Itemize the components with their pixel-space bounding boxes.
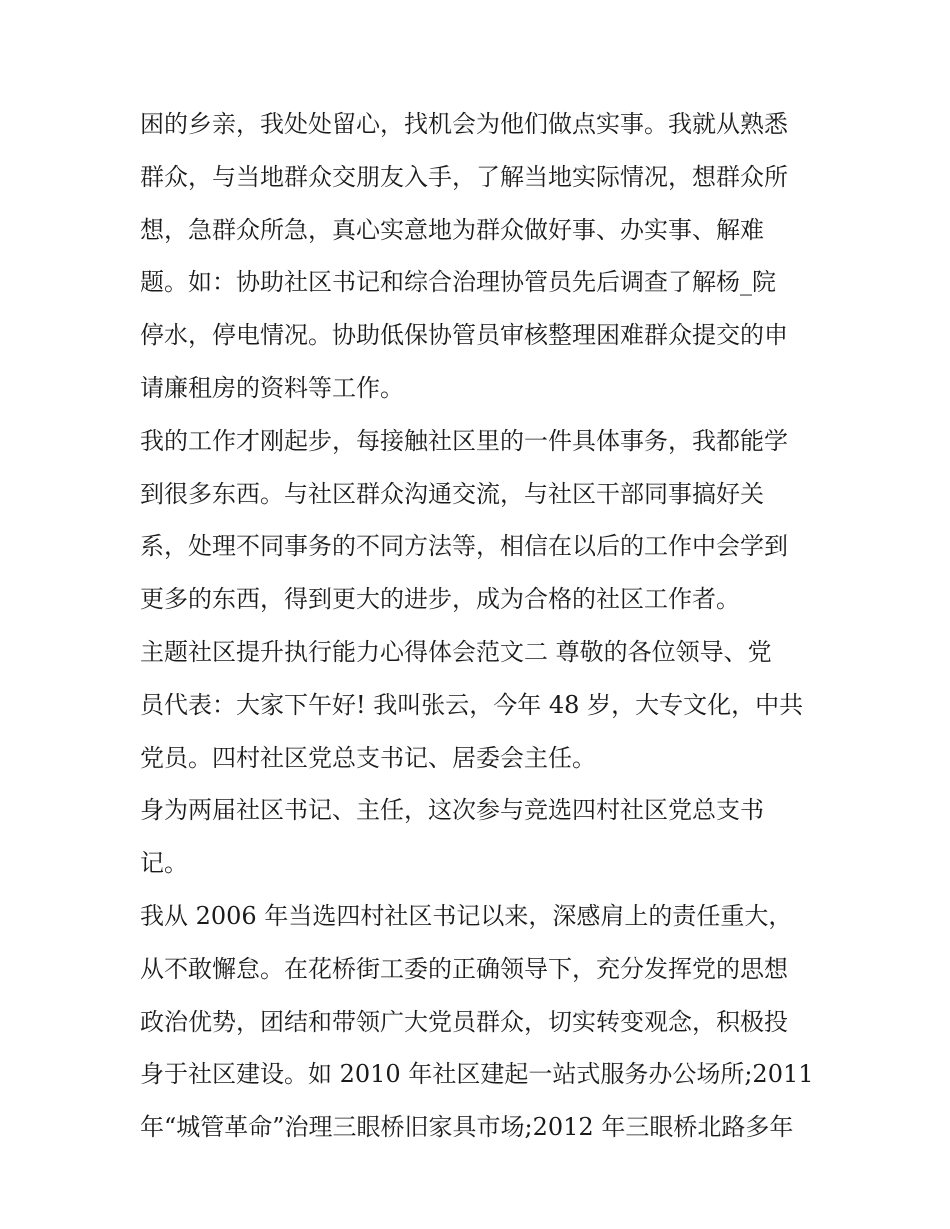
text-line-9: 系，处理不同事务的不同方法等，相信在以后的工作中会学到	[140, 532, 788, 561]
text-line-8: 到很多东西。与社区群众沟通交流，与社区干部同事搞好关	[140, 479, 764, 508]
text-line-6: 请廉租房的资料等工作。	[140, 373, 404, 402]
text-line-13: 党员。四村社区党总支书记、居委会主任。	[140, 743, 596, 772]
body-text	[140, 98, 820, 1154]
text-line-16: 我从 2006 年当选四村社区书记以来，深感肩上的责任重大，	[140, 901, 793, 930]
text-line-7: 我的工作才刚起步，每接触社区里的一件具体事务，我都能学	[140, 426, 788, 455]
text-line-17: 从不敢懈怠。在花桥街工委的正确领导下，充分发挥党的思想	[140, 954, 788, 983]
text-line-18: 政治优势，团结和带领广大党员群众，切实转变观念，积极投	[140, 1007, 788, 1036]
text-line-20: 年“城管革命”治理三眼桥旧家具市场;2012 年三眼桥北路多年	[140, 1113, 794, 1142]
text-line-19: 身于社区建设。如 2010 年社区建起一站式服务办公场所;2011	[140, 1060, 814, 1089]
text-line-1: 困的乡亲，我处处留心，找机会为他们做点实事。我就从熟悉	[140, 110, 788, 138]
text-line-11: 主题社区提升执行能力心得体会范文二 尊敬的各位领导、党	[140, 637, 772, 666]
text-line-12: 员代表：大家下午好! 我叫张云，今年 48 岁，大专文化，中共	[140, 690, 804, 719]
text-line-3: 想，急群众所急，真心实意地为群众做好事、办实事、解难	[140, 215, 764, 244]
text-line-10: 更多的东西，得到更大的进步，成为合格的社区工作者。	[140, 585, 740, 614]
text-line-14: 身为两届社区书记、主任，这次参与竞选四村社区党总支书	[140, 796, 764, 825]
text-line-4: 题。如：协助社区书记和综合治理协管员先后调查了解杨_院	[140, 268, 776, 297]
text-line-2: 群众，与当地群众交朋友入手，了解当地实际情况，想群众所	[140, 162, 788, 191]
text-line-15: 记。	[140, 849, 188, 878]
text-line-5: 停水，停电情况。协助低保协管员审核整理困难群众提交的申	[140, 321, 788, 350]
